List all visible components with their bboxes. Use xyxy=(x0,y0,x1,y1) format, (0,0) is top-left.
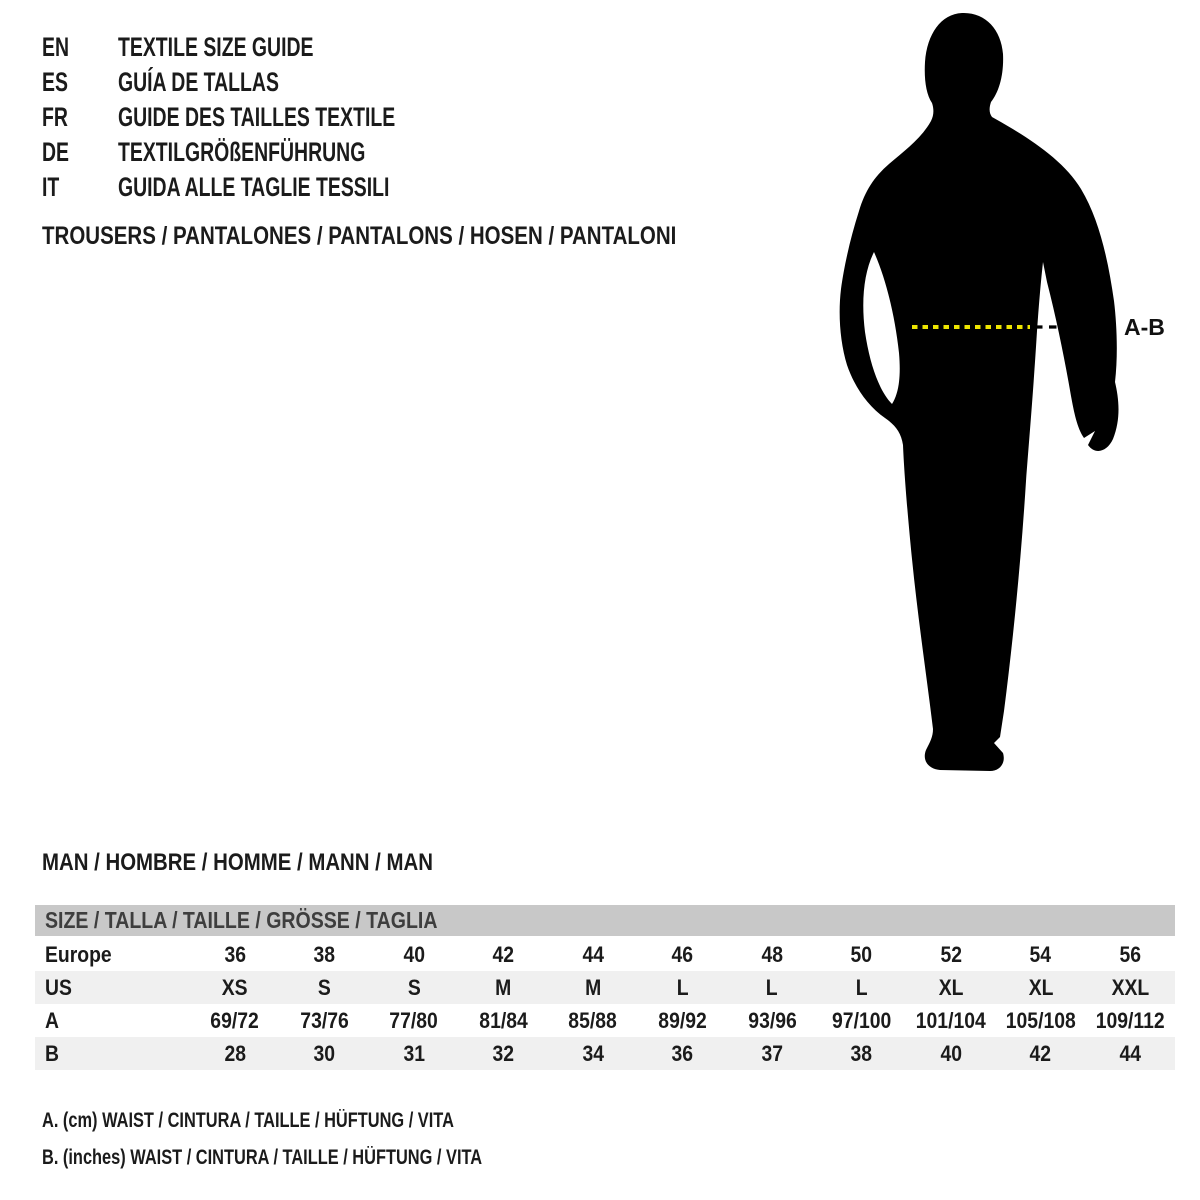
table-cell: 48 xyxy=(761,941,783,967)
row-label: A xyxy=(45,1007,59,1033)
table-cell: 36 xyxy=(671,1040,694,1066)
size-table-header: SIZE / TALLA / TAILLE / GRÖSSE / TAGLIA xyxy=(35,905,1175,936)
table-cell: 46 xyxy=(671,941,694,967)
silhouette-svg xyxy=(820,0,1200,800)
lang-row-it xyxy=(42,170,503,205)
lang-row-en xyxy=(42,30,503,65)
lang-row-fr xyxy=(42,100,503,135)
waist-measure-label: A-B xyxy=(1124,314,1165,340)
table-cell: XL xyxy=(938,974,964,1000)
table-cell: 50 xyxy=(850,941,873,967)
table-cell: XXL xyxy=(1111,974,1150,1000)
table-cell: 31 xyxy=(403,1040,425,1066)
table-cell: XS xyxy=(221,974,248,1000)
table-cell: M xyxy=(495,974,512,1000)
lang-code: EN xyxy=(42,32,70,62)
language-list xyxy=(42,30,503,205)
lang-label: GUÍA DE TALLAS xyxy=(118,67,279,97)
table-cell: 69/72 xyxy=(210,1007,259,1033)
footnotes xyxy=(42,1102,606,1176)
table-cell: 38 xyxy=(313,941,336,967)
category-title: TROUSERS / PANTALONES / PANTALONS / HOSEN / PANTALONI xyxy=(42,222,677,250)
lang-label: TEXTILGRÖßENFÜHRUNG xyxy=(118,137,366,167)
table-cell: 54 xyxy=(1029,941,1052,967)
footnote-b: B. (inches) WAIST / CINTURA / TAILLE / HÜFTUNG / VITA xyxy=(42,1145,483,1169)
size-table xyxy=(35,905,1175,1070)
table-cell: 34 xyxy=(582,1040,604,1066)
table-row-europe xyxy=(35,938,1175,971)
lang-code: IT xyxy=(42,172,60,202)
table-cell: 73/76 xyxy=(300,1007,349,1033)
section-title-man: MAN / HOMBRE / HOMME / MANN / MAN xyxy=(42,849,433,876)
table-cell: 40 xyxy=(403,941,425,967)
table-cell: 36 xyxy=(224,941,246,967)
table-cell: 32 xyxy=(492,1040,515,1066)
table-cell: 109/112 xyxy=(1095,1007,1165,1033)
table-cell: 52 xyxy=(940,941,962,967)
table-row-us xyxy=(35,971,1175,1004)
lang-label: GUIDE DES TAILLES TEXTILE xyxy=(118,102,396,132)
table-cell: 105/108 xyxy=(1005,1007,1076,1033)
table-cell: 28 xyxy=(224,1040,246,1066)
table-cell: L xyxy=(766,974,778,1000)
table-cell: 42 xyxy=(492,941,515,967)
footnote-a: A. (cm) WAIST / CINTURA / TAILLE / HÜFTUNG / VITA xyxy=(42,1108,454,1132)
table-cell: 77/80 xyxy=(389,1007,439,1033)
row-label: US xyxy=(45,974,72,1000)
table-cell: 44 xyxy=(1119,1040,1142,1066)
table-row-a-cm xyxy=(35,1004,1175,1037)
table-cell: 97/100 xyxy=(831,1007,892,1033)
lang-code: FR xyxy=(42,102,68,132)
table-cell: 38 xyxy=(850,1040,873,1066)
lang-row-de xyxy=(42,135,503,170)
lang-code: ES xyxy=(42,67,68,97)
table-cell: 30 xyxy=(313,1040,336,1066)
table-cell: L xyxy=(676,974,689,1000)
table-cell: 81/84 xyxy=(479,1007,528,1033)
table-cell: 42 xyxy=(1029,1040,1052,1066)
table-cell: 44 xyxy=(582,941,604,967)
man-silhouette xyxy=(840,13,1119,771)
table-cell: 93/96 xyxy=(747,1007,797,1033)
table-cell: 89/92 xyxy=(658,1007,707,1033)
table-cell: XL xyxy=(1028,974,1054,1000)
table-row-b-inches xyxy=(35,1037,1175,1070)
table-cell: M xyxy=(584,974,602,1000)
table-cell: S xyxy=(317,974,331,1000)
table-cell: 56 xyxy=(1119,941,1142,967)
lang-label: GUIDA ALLE TAGLIE TESSILI xyxy=(118,172,390,202)
lang-label: TEXTILE SIZE GUIDE xyxy=(118,32,314,62)
man-silhouette-figure xyxy=(820,0,1200,800)
table-cell: 40 xyxy=(940,1040,962,1066)
table-cell: S xyxy=(407,974,421,1000)
row-label: B xyxy=(45,1040,59,1066)
row-label: Europe xyxy=(45,941,112,967)
table-cell: 101/104 xyxy=(916,1007,987,1033)
table-cell: 85/88 xyxy=(568,1007,618,1033)
lang-row-es xyxy=(42,65,503,100)
lang-code: DE xyxy=(42,137,70,167)
table-cell: 37 xyxy=(761,1040,783,1066)
table-cell: L xyxy=(855,974,868,1000)
